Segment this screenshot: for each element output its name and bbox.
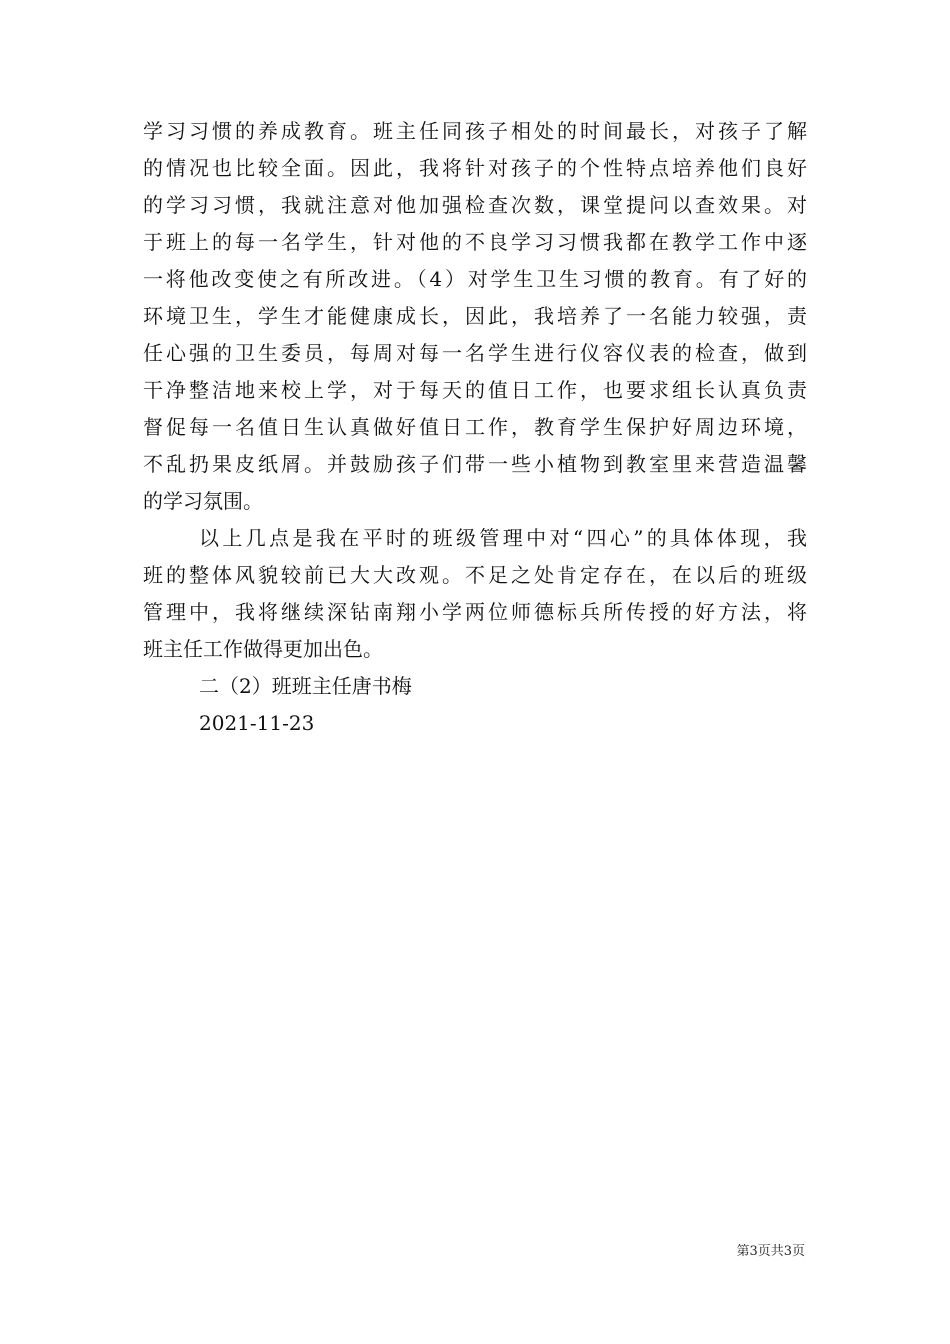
paragraph-1-line-6: 环境卫生，学生才能健康成长，因此，我培养了一名能力较强，责 [143,304,807,328]
paragraph-2-line-4: 班主任工作做得更加出色。 [143,637,383,661]
date: 2021-11-23 [199,711,315,735]
paragraph-1-line-10: 不乱扔果皮纸屑。并鼓励孩子们带一些小植物到教室里来营造温馨 [143,452,807,476]
paragraph-2-line-3: 管理中，我将继续深钻南翔小学两位师德标兵所传授的好方法，将 [143,600,807,624]
paragraph-1-line-8: 干净整洁地来校上学，对于每天的值日工作，也要求组长认真负责 [143,378,807,402]
paragraph-1-line-2: 的情况也比较全面。因此，我将针对孩子的个性特点培养他们良好 [143,156,807,180]
paragraph-2-line-1: 以上几点是我在平时的班级管理中对“四心”的具体体现，我 [199,526,807,550]
paragraph-1-line-3: 的学习习惯，我就注意对他加强检查次数，课堂提问以查效果。对 [143,193,807,217]
document-body [143,113,807,742]
paragraph-1-line-4: 于班上的每一名学生，针对他的不良学习习惯我都在教学工作中逐 [143,230,807,254]
paragraph-1-line-9: 督促每一名值日生认真做好值日工作，教育学生保护好周边环境， [143,415,807,439]
paragraph-1-line-11: 的学习氛围。 [143,489,263,513]
paragraph-1-line-5: 一将他改变使之有所改进。（4）对学生卫生习惯的教育。有了好的 [143,267,807,291]
paragraph-2-line-2: 班的整体风貌较前已大大改观。不足之处肯定存在，在以后的班级 [143,563,807,587]
paragraph-1-line-7: 任心强的卫生委员，每周对每一名学生进行仪容仪表的检查，做到 [143,341,807,365]
signature: 二（2）班班主任唐书梅 [199,674,412,698]
page-number: 第3页共3页 [736,1244,805,1259]
paragraph-1-line-1: 学习习惯的养成教育。班主任同孩子相处的时间最长，对孩子了解 [143,119,807,143]
